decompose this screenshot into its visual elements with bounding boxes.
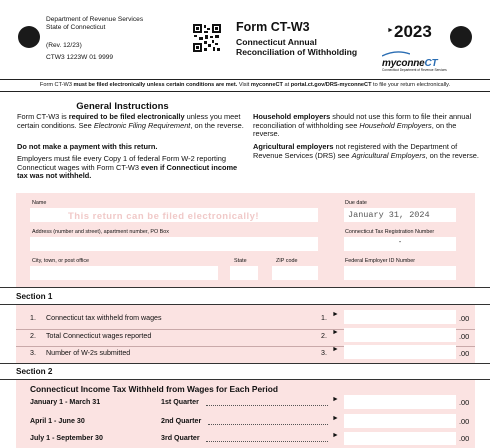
efile-watermark: This return can be filed electronically! xyxy=(68,211,260,222)
due-date-field: January 31, 2024 xyxy=(344,208,456,222)
arrow-icon: ► xyxy=(332,396,339,403)
line-number: 2. xyxy=(30,332,36,340)
state-field[interactable] xyxy=(230,266,258,280)
registration-number-label: Connecticut Tax Registration Number xyxy=(345,229,435,235)
leader-dots xyxy=(206,441,328,442)
zip-label: ZIP code xyxy=(276,258,298,264)
name-label: Name xyxy=(32,200,47,206)
quarter-label: 2nd Quarter xyxy=(161,417,202,425)
period-label: April 1 - June 30 xyxy=(30,417,85,425)
registration-number-field[interactable]: - xyxy=(344,237,456,251)
line-1-row xyxy=(16,309,475,327)
quarter-2-row xyxy=(16,413,475,431)
total-wages-field[interactable] xyxy=(344,328,456,342)
line-label: Total Connecticut wages reported xyxy=(46,332,152,340)
leader-dots xyxy=(206,405,328,406)
line-ref: 1. xyxy=(321,314,327,322)
department-name: Department of Revenue Services State of Connecticut xyxy=(46,16,144,31)
period-label: January 1 - March 31 xyxy=(30,398,101,406)
due-date-label: Due date xyxy=(345,200,367,206)
address-field[interactable] xyxy=(30,237,318,251)
year-arrow-icon: ► xyxy=(387,27,394,34)
form-subtitle: Connecticut Annual Reconciliation of Withholding xyxy=(236,37,358,57)
quarter-label: 3rd Quarter xyxy=(161,434,200,442)
zip-field[interactable] xyxy=(272,266,318,280)
quarter-3-row xyxy=(16,431,475,448)
section-2-title: Section 2 xyxy=(16,367,53,376)
no-payment-note: Do not make a payment with this return. xyxy=(17,142,158,151)
cents: .00 xyxy=(459,398,470,407)
section-2-subtitle: Connecticut Income Tax Withheld from Wages for Each Period xyxy=(30,384,278,394)
cents: .00 xyxy=(459,417,470,426)
form-code: CTW3 1223W 01 9999 xyxy=(46,54,114,61)
line-2-row xyxy=(16,327,475,345)
electronic-filing-notice: Form CT-W3 must be filed electronically unless certain conditions are met. Visit myconneCT at portal.ct.gov/DRS-myconneCT to file your return electronically. xyxy=(0,79,490,92)
tax-withheld-field[interactable] xyxy=(344,310,456,324)
arrow-icon: ► xyxy=(332,415,339,422)
leader-dots xyxy=(208,424,328,425)
w2-requirement-paragraph: Employers must file every Copy 1 of federal Form W-2 reporting Connecticut wages with Form CT-W3 even if Connecticut income tax was not withheld. xyxy=(17,154,238,181)
arrow-icon: ► xyxy=(332,329,339,336)
registration-mark xyxy=(450,26,472,48)
myconnect-logo: myconneCT Connecticut Department of Revenue Services xyxy=(382,51,447,74)
fein-label: Federal Employer ID Number xyxy=(345,258,416,264)
household-employers-paragraph: Household employers should not use this form to file their annual reconciliation of withholding see Household Employers, on the reverse. xyxy=(253,112,472,139)
form-title: Form CT-W3 xyxy=(236,20,310,34)
q1-field[interactable] xyxy=(344,395,456,409)
w2-count-field[interactable] xyxy=(344,345,456,359)
line-label: Connecticut tax withheld from wages xyxy=(46,314,162,322)
cents: .00 xyxy=(459,434,470,443)
quarter-label: 1st Quarter xyxy=(161,398,199,406)
cents: .00 xyxy=(459,349,470,358)
q2-field[interactable] xyxy=(344,414,456,428)
section-1-title: Section 1 xyxy=(16,292,53,301)
tax-year: 2023 xyxy=(394,22,432,41)
arrow-icon: ► xyxy=(332,432,339,439)
period-label: July 1 - September 30 xyxy=(30,434,103,442)
line-ref: 3. xyxy=(321,349,327,357)
logo-swoosh-icon xyxy=(382,51,410,57)
cents: .00 xyxy=(459,314,470,323)
line-label: Number of W-2s submitted xyxy=(46,349,131,357)
q3-field[interactable] xyxy=(344,432,456,445)
revision-date: (Rev. 12/23) xyxy=(46,42,82,49)
address-label: Address (number and street), apartment number, PO Box xyxy=(32,229,169,235)
instructions-title: General Instructions xyxy=(76,101,169,112)
city-label: City, town, or post office xyxy=(32,258,90,264)
qr-code-icon xyxy=(193,24,221,52)
quarter-1-row xyxy=(16,394,475,412)
line-3-row xyxy=(16,344,475,362)
city-field[interactable] xyxy=(30,266,218,280)
fein-field[interactable] xyxy=(344,266,456,280)
section-2-header xyxy=(0,363,490,380)
line-ref: 2. xyxy=(321,332,327,340)
instructions-paragraph: Form CT-W3 is required to be filed electronically unless you meet certain conditions. See Electronic Filing Requirement, on the reverse. xyxy=(17,112,244,130)
arrow-icon: ► xyxy=(332,346,339,353)
line-number: 1. xyxy=(30,314,36,322)
section-1-header xyxy=(0,287,490,305)
cents: .00 xyxy=(459,332,470,341)
registration-mark xyxy=(18,26,40,48)
state-label: State xyxy=(234,258,247,264)
line-number: 3. xyxy=(30,349,36,357)
arrow-icon: ► xyxy=(332,311,339,318)
agricultural-employers-paragraph: Agricultural employers not registered with the Department of Revenue Services (DRS) see Agricultural Employers, on the reverse. xyxy=(253,142,479,160)
